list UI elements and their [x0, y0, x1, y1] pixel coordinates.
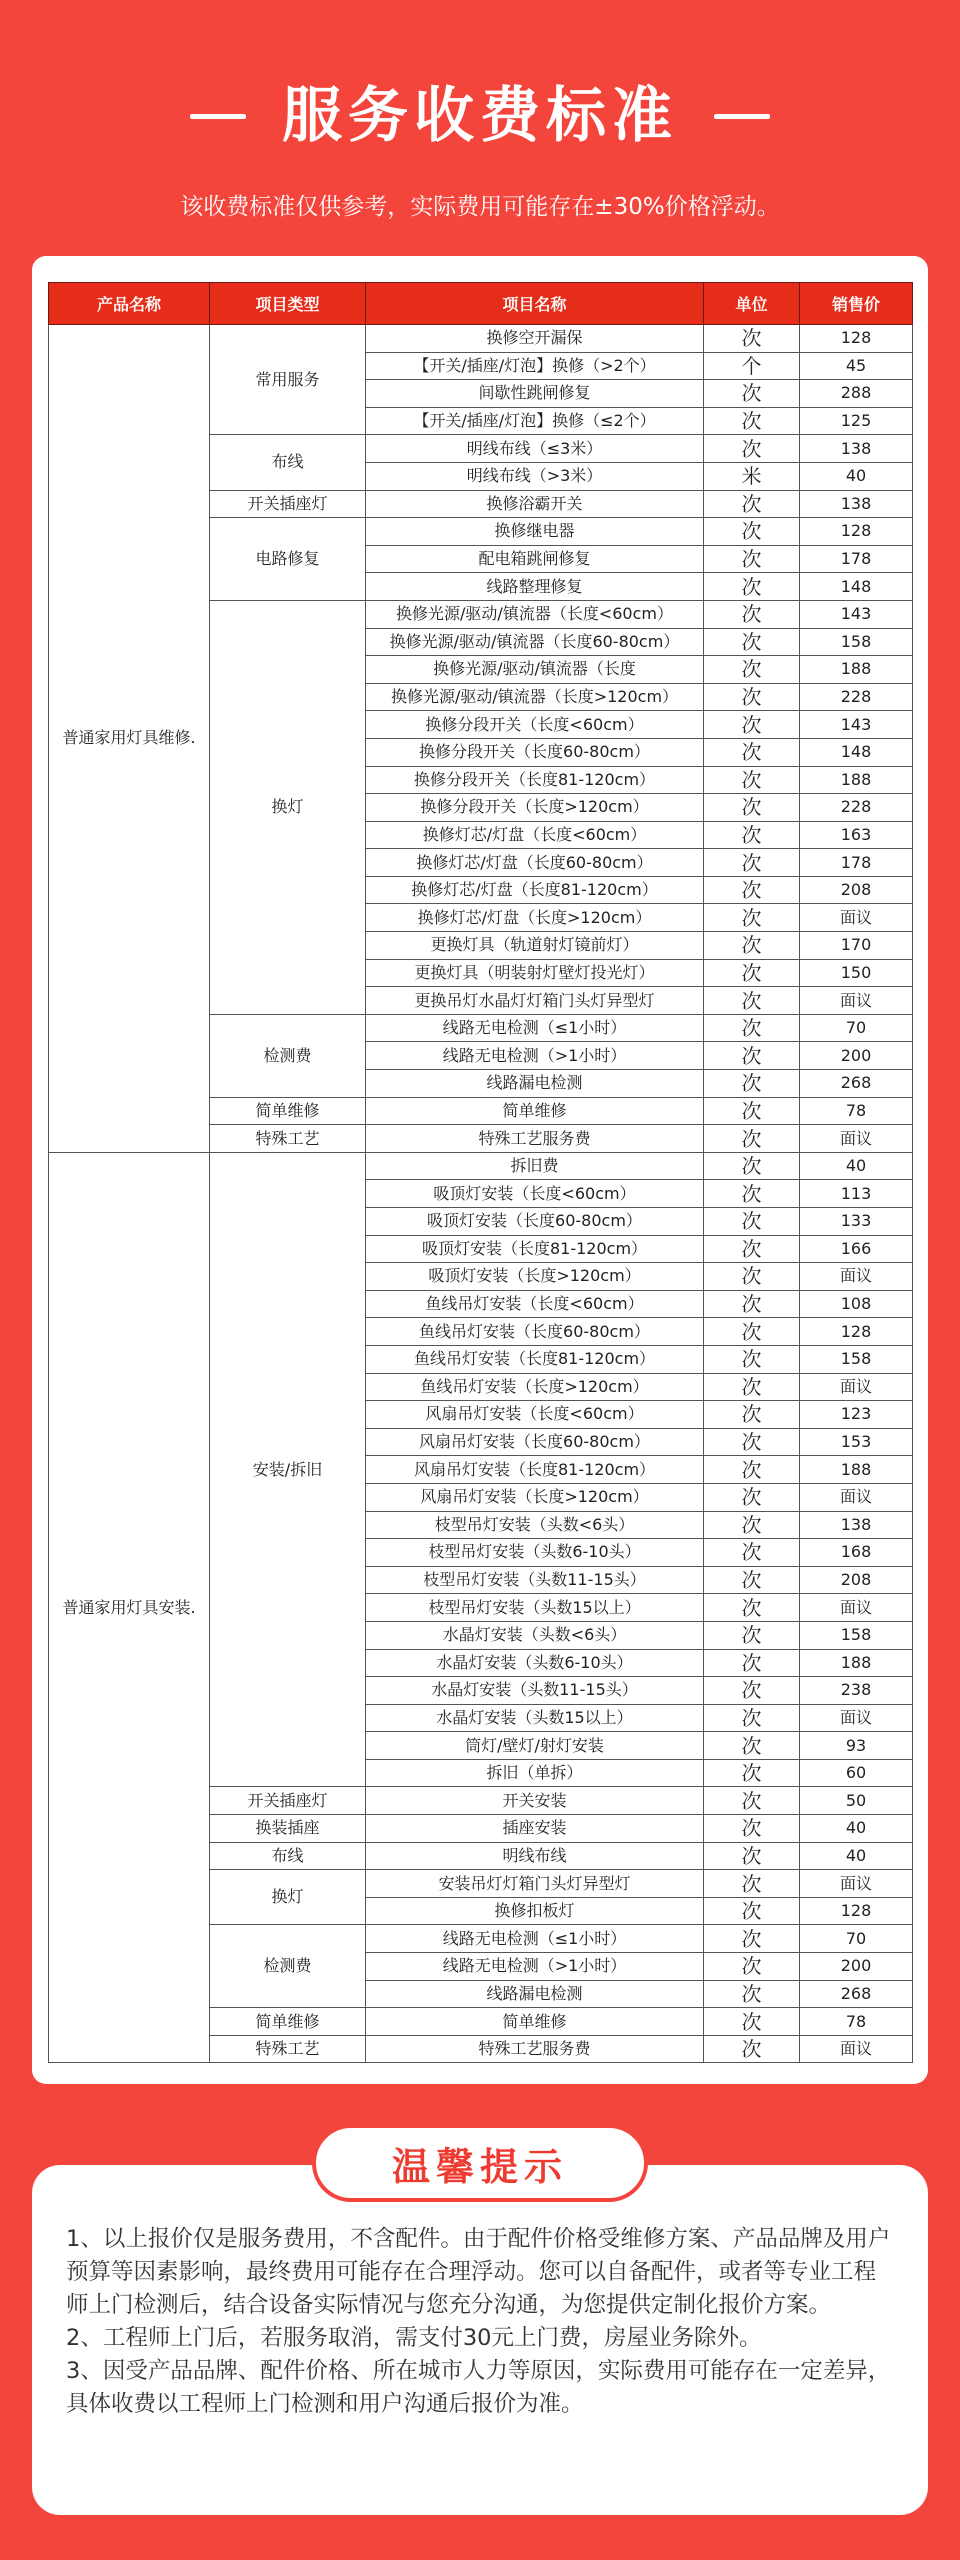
- tip-paragraph: 2、工程师上门后，若服务取消，需支付30元上门费，房屋业务除外。: [66, 2325, 762, 2351]
- unit-cell: 次: [704, 738, 800, 766]
- item-cell: 线路漏电检测: [366, 1070, 704, 1098]
- item-cell: 换修光源/驱动/镇流器（长度: [366, 656, 704, 684]
- unit-cell: 次: [704, 656, 800, 684]
- price-cell: 93: [800, 1732, 913, 1760]
- item-cell: 拆旧（单拆）: [366, 1759, 704, 1787]
- unit-cell: 次: [704, 1042, 800, 1070]
- unit-cell: 次: [704, 1815, 800, 1843]
- page-title: 服务收费标准: [282, 81, 678, 151]
- price-cell: 178: [800, 849, 913, 877]
- price-cell: 188: [800, 766, 913, 794]
- price-cell: 188: [800, 1649, 913, 1677]
- price-cell: 148: [800, 738, 913, 766]
- type-cell: 特殊工艺: [210, 1125, 366, 1153]
- item-cell: 鱼线吊灯安装（长度<60cm）: [366, 1290, 704, 1318]
- type-cell: 换灯: [210, 600, 366, 1014]
- unit-cell: 次: [704, 849, 800, 877]
- unit-cell: 次: [704, 959, 800, 987]
- col-header-type: 项目类型: [210, 283, 366, 325]
- unit-cell: 米: [704, 462, 800, 490]
- type-cell: 简单维修: [210, 1097, 366, 1125]
- unit-cell: 次: [704, 1870, 800, 1898]
- price-cell: 40: [800, 1842, 913, 1870]
- unit-cell: 次: [704, 1014, 800, 1042]
- price-cell: 158: [800, 1345, 913, 1373]
- item-cell: 换修灯芯/灯盘（长度60-80cm）: [366, 849, 704, 877]
- price-cell: 78: [800, 1097, 913, 1125]
- item-cell: 吸顶灯安装（长度60-80cm）: [366, 1208, 704, 1236]
- unit-cell: 次: [704, 490, 800, 518]
- item-cell: 吸顶灯安装（长度>120cm）: [366, 1263, 704, 1291]
- unit-cell: 次: [704, 1732, 800, 1760]
- price-cell: 148: [800, 573, 913, 601]
- price-cell: 178: [800, 545, 913, 573]
- tips-body: [66, 2223, 896, 2421]
- price-cell: 143: [800, 711, 913, 739]
- price-cell: 158: [800, 628, 913, 656]
- item-cell: 安装吊灯灯箱门头灯异型灯: [366, 1870, 704, 1898]
- col-header-item: 项目名称: [366, 283, 704, 325]
- item-cell: 风扇吊灯安装（长度81-120cm）: [366, 1456, 704, 1484]
- unit-cell: 次: [704, 435, 800, 463]
- price-cell: 138: [800, 435, 913, 463]
- tip-paragraph: 3、因受产品品牌、配件价格、所在城市人力等原因，实际费用可能存在一定差异，具体收费以工程师上门检测和用户沟通后报价为准。: [66, 2358, 891, 2417]
- unit-cell: 次: [704, 1456, 800, 1484]
- item-cell: 【开关/插座/灯泡】换修（>2个）: [366, 352, 704, 380]
- item-cell: 【开关/插座/灯泡】换修（≤2个）: [366, 407, 704, 435]
- price-cell: 面议: [800, 1594, 913, 1622]
- item-cell: 更换吊灯水晶灯灯箱门头灯异型灯: [366, 987, 704, 1015]
- price-cell: 268: [800, 1070, 913, 1098]
- price-cell: 面议: [800, 1263, 913, 1291]
- item-cell: 插座安装: [366, 1815, 704, 1843]
- title-right-dash: [714, 114, 770, 119]
- price-cell: 50: [800, 1787, 913, 1815]
- price-cell: 面议: [800, 987, 913, 1015]
- unit-cell: 次: [704, 1235, 800, 1263]
- price-cell: 面议: [800, 1870, 913, 1898]
- price-cell: 153: [800, 1428, 913, 1456]
- type-cell: 开关插座灯: [210, 1787, 366, 1815]
- unit-cell: 次: [704, 1787, 800, 1815]
- price-cell: 208: [800, 1566, 913, 1594]
- col-header-price: 销售价: [800, 283, 913, 325]
- item-cell: 风扇吊灯安装（长度>120cm）: [366, 1483, 704, 1511]
- price-cell: 108: [800, 1290, 913, 1318]
- price-cell: 40: [800, 1815, 913, 1843]
- unit-cell: 次: [704, 821, 800, 849]
- price-cell: 125: [800, 407, 913, 435]
- item-cell: 鱼线吊灯安装（长度60-80cm）: [366, 1318, 704, 1346]
- price-cell: 238: [800, 1677, 913, 1705]
- unit-cell: 次: [704, 1511, 800, 1539]
- product-cell: 普通家用灯具安装.: [49, 1152, 210, 2063]
- price-table: [48, 282, 913, 2063]
- item-cell: 换修继电器: [366, 518, 704, 546]
- price-cell: 113: [800, 1180, 913, 1208]
- price-cell: 200: [800, 1042, 913, 1070]
- unit-cell: 次: [704, 1649, 800, 1677]
- unit-cell: 次: [704, 545, 800, 573]
- unit-cell: 次: [704, 1897, 800, 1925]
- item-cell: 换修光源/驱动/镇流器（长度>120cm）: [366, 683, 704, 711]
- unit-cell: 次: [704, 380, 800, 408]
- item-cell: 线路无电检测（>1小时）: [366, 1953, 704, 1981]
- price-cell: 面议: [800, 2035, 913, 2063]
- type-cell: 布线: [210, 435, 366, 490]
- item-cell: 风扇吊灯安装（长度60-80cm）: [366, 1428, 704, 1456]
- price-cell: 45: [800, 352, 913, 380]
- item-cell: 明线布线（>3米）: [366, 462, 704, 490]
- item-cell: 枝型吊灯安装（头数11-15头）: [366, 1566, 704, 1594]
- item-cell: 配电箱跳闸修复: [366, 545, 704, 573]
- type-cell: 换灯: [210, 1870, 366, 1925]
- unit-cell: 次: [704, 1539, 800, 1567]
- item-cell: 明线布线: [366, 1842, 704, 1870]
- price-cell: 158: [800, 1621, 913, 1649]
- unit-cell: 次: [704, 2008, 800, 2036]
- type-cell: 常用服务: [210, 325, 366, 435]
- item-cell: 换修分段开关（长度>120cm）: [366, 794, 704, 822]
- unit-cell: 次: [704, 1759, 800, 1787]
- unit-cell: 次: [704, 407, 800, 435]
- item-cell: 简单维修: [366, 1097, 704, 1125]
- title-left-dash: [190, 114, 246, 119]
- unit-cell: 次: [704, 1704, 800, 1732]
- item-cell: 换修分段开关（长度<60cm）: [366, 711, 704, 739]
- price-cell: 228: [800, 794, 913, 822]
- unit-cell: 次: [704, 766, 800, 794]
- item-cell: 换修光源/驱动/镇流器（长度<60cm）: [366, 600, 704, 628]
- price-cell: 面议: [800, 1483, 913, 1511]
- price-table-body: [49, 325, 913, 2063]
- unit-cell: 次: [704, 794, 800, 822]
- table-row: [49, 325, 913, 353]
- price-cell: 166: [800, 1235, 913, 1263]
- item-cell: 线路无电检测（≤1小时）: [366, 1925, 704, 1953]
- price-cell: 128: [800, 518, 913, 546]
- item-cell: 水晶灯安装（头数6-10头）: [366, 1649, 704, 1677]
- title-row: [0, 78, 960, 154]
- unit-cell: 次: [704, 2035, 800, 2063]
- type-cell: 换装插座: [210, 1815, 366, 1843]
- item-cell: 换修灯芯/灯盘（长度81-120cm）: [366, 876, 704, 904]
- unit-cell: 次: [704, 573, 800, 601]
- item-cell: 风扇吊灯安装（长度<60cm）: [366, 1401, 704, 1429]
- unit-cell: 次: [704, 518, 800, 546]
- item-cell: 简单维修: [366, 2008, 704, 2036]
- col-header-product: 产品名称: [49, 283, 210, 325]
- item-cell: 间歇性跳闸修复: [366, 380, 704, 408]
- item-cell: 枝型吊灯安装（头数<6头）: [366, 1511, 704, 1539]
- item-cell: 换修灯芯/灯盘（长度>120cm）: [366, 904, 704, 932]
- price-cell: 128: [800, 1318, 913, 1346]
- item-cell: 筒灯/壁灯/射灯安装: [366, 1732, 704, 1760]
- price-cell: 200: [800, 1953, 913, 1981]
- tips-title: 温馨提示: [391, 2144, 568, 2189]
- price-cell: 123: [800, 1401, 913, 1429]
- price-cell: 40: [800, 462, 913, 490]
- item-cell: 吸顶灯安装（长度<60cm）: [366, 1180, 704, 1208]
- col-header-unit: 单位: [704, 283, 800, 325]
- unit-cell: 次: [704, 932, 800, 960]
- unit-cell: 次: [704, 1594, 800, 1622]
- tips-title-badge: [312, 2124, 648, 2202]
- unit-cell: 次: [704, 1842, 800, 1870]
- item-cell: 拆旧费: [366, 1152, 704, 1180]
- type-cell: 简单维修: [210, 2008, 366, 2036]
- item-cell: 换修空开漏保: [366, 325, 704, 353]
- unit-cell: 次: [704, 683, 800, 711]
- item-cell: 水晶灯安装（头数15以上）: [366, 1704, 704, 1732]
- unit-cell: 次: [704, 1980, 800, 2008]
- item-cell: 更换灯具（轨道射灯镜前灯）: [366, 932, 704, 960]
- price-table-wrap: [48, 282, 912, 2063]
- unit-cell: 次: [704, 711, 800, 739]
- page-subtitle: 该收费标准仅供参考，实际费用可能存在±30%价格浮动。: [180, 194, 780, 220]
- item-cell: 特殊工艺服务费: [366, 1125, 704, 1153]
- price-cell: 133: [800, 1208, 913, 1236]
- type-cell: 特殊工艺: [210, 2035, 366, 2063]
- price-cell: 138: [800, 490, 913, 518]
- unit-cell: 次: [704, 1621, 800, 1649]
- item-cell: 换修浴霸开关: [366, 490, 704, 518]
- unit-cell: 次: [704, 1401, 800, 1429]
- price-cell: 170: [800, 932, 913, 960]
- price-cell: 268: [800, 1980, 913, 2008]
- price-cell: 138: [800, 1511, 913, 1539]
- unit-cell: 次: [704, 1566, 800, 1594]
- type-cell: 电路修复: [210, 518, 366, 601]
- header-banner: [0, 0, 960, 250]
- price-cell: 128: [800, 1897, 913, 1925]
- unit-cell: 次: [704, 1953, 800, 1981]
- unit-cell: 次: [704, 1290, 800, 1318]
- item-cell: 水晶灯安装（头数<6头）: [366, 1621, 704, 1649]
- unit-cell: 次: [704, 1070, 800, 1098]
- item-cell: 线路漏电检测: [366, 1980, 704, 2008]
- price-cell: 面议: [800, 1125, 913, 1153]
- price-cell: 128: [800, 325, 913, 353]
- price-cell: 188: [800, 1456, 913, 1484]
- item-cell: 换修分段开关（长度60-80cm）: [366, 738, 704, 766]
- item-cell: 枝型吊灯安装（头数6-10头）: [366, 1539, 704, 1567]
- unit-cell: 次: [704, 1373, 800, 1401]
- unit-cell: 次: [704, 628, 800, 656]
- item-cell: 开关安装: [366, 1787, 704, 1815]
- unit-cell: 次: [704, 1097, 800, 1125]
- type-cell: 布线: [210, 1842, 366, 1870]
- price-cell: 面议: [800, 1704, 913, 1732]
- item-cell: 特殊工艺服务费: [366, 2035, 704, 2063]
- item-cell: 吸顶灯安装（长度81-120cm）: [366, 1235, 704, 1263]
- price-cell: 288: [800, 380, 913, 408]
- item-cell: 换修光源/驱动/镇流器（长度60-80cm）: [366, 628, 704, 656]
- unit-cell: 次: [704, 1345, 800, 1373]
- tips-card: [32, 2165, 928, 2515]
- item-cell: 更换灯具（明装射灯壁灯投光灯）: [366, 959, 704, 987]
- unit-cell: 次: [704, 1677, 800, 1705]
- price-cell: 208: [800, 876, 913, 904]
- item-cell: 枝型吊灯安装（头数15以上）: [366, 1594, 704, 1622]
- type-cell: 安装/拆旧: [210, 1152, 366, 1787]
- unit-cell: 次: [704, 1483, 800, 1511]
- unit-cell: 次: [704, 325, 800, 353]
- item-cell: 水晶灯安装（头数11-15头）: [366, 1677, 704, 1705]
- price-cell: 163: [800, 821, 913, 849]
- unit-cell: 次: [704, 1428, 800, 1456]
- price-cell: 面议: [800, 904, 913, 932]
- unit-cell: 次: [704, 600, 800, 628]
- price-cell: 78: [800, 2008, 913, 2036]
- unit-cell: 次: [704, 904, 800, 932]
- item-cell: 鱼线吊灯安装（长度81-120cm）: [366, 1345, 704, 1373]
- table-row: [49, 1152, 913, 1180]
- type-cell: 检测费: [210, 1014, 366, 1097]
- price-cell: 168: [800, 1539, 913, 1567]
- tip-paragraph: 1、以上报价仅是服务费用，不含配件。由于配件价格受维修方案、产品品牌及用户预算等因素影响，最终费用可能存在合理浮动。您可以自备配件，或者等专业工程师上门检测后，结合设备实际情况与您充分沟通，为您提供定制化报价方案。: [66, 2226, 891, 2318]
- unit-cell: 次: [704, 1925, 800, 1953]
- unit-cell: 次: [704, 1208, 800, 1236]
- unit-cell: 次: [704, 987, 800, 1015]
- unit-cell: 次: [704, 1125, 800, 1153]
- price-cell: 188: [800, 656, 913, 684]
- type-cell: 检测费: [210, 1925, 366, 2008]
- type-cell: 开关插座灯: [210, 490, 366, 518]
- item-cell: 明线布线（≤3米）: [366, 435, 704, 463]
- price-cell: 40: [800, 1152, 913, 1180]
- price-table-card: [32, 256, 928, 2084]
- price-cell: 70: [800, 1014, 913, 1042]
- item-cell: 线路无电检测（>1小时）: [366, 1042, 704, 1070]
- item-cell: 换修灯芯/灯盘（长度<60cm）: [366, 821, 704, 849]
- price-cell: 143: [800, 600, 913, 628]
- unit-cell: 次: [704, 1318, 800, 1346]
- price-cell: 60: [800, 1759, 913, 1787]
- item-cell: 鱼线吊灯安装（长度>120cm）: [366, 1373, 704, 1401]
- unit-cell: 次: [704, 1263, 800, 1291]
- item-cell: 换修扣板灯: [366, 1897, 704, 1925]
- price-cell: 70: [800, 1925, 913, 1953]
- price-cell: 150: [800, 959, 913, 987]
- item-cell: 线路无电检测（≤1小时）: [366, 1014, 704, 1042]
- item-cell: 线路整理修复: [366, 573, 704, 601]
- item-cell: 换修分段开关（长度81-120cm）: [366, 766, 704, 794]
- price-cell: 面议: [800, 1373, 913, 1401]
- unit-cell: 次: [704, 1180, 800, 1208]
- unit-cell: 个: [704, 352, 800, 380]
- product-cell: 普通家用灯具维修.: [49, 325, 210, 1153]
- table-header-row: [49, 283, 913, 325]
- unit-cell: 次: [704, 1152, 800, 1180]
- price-cell: 228: [800, 683, 913, 711]
- unit-cell: 次: [704, 876, 800, 904]
